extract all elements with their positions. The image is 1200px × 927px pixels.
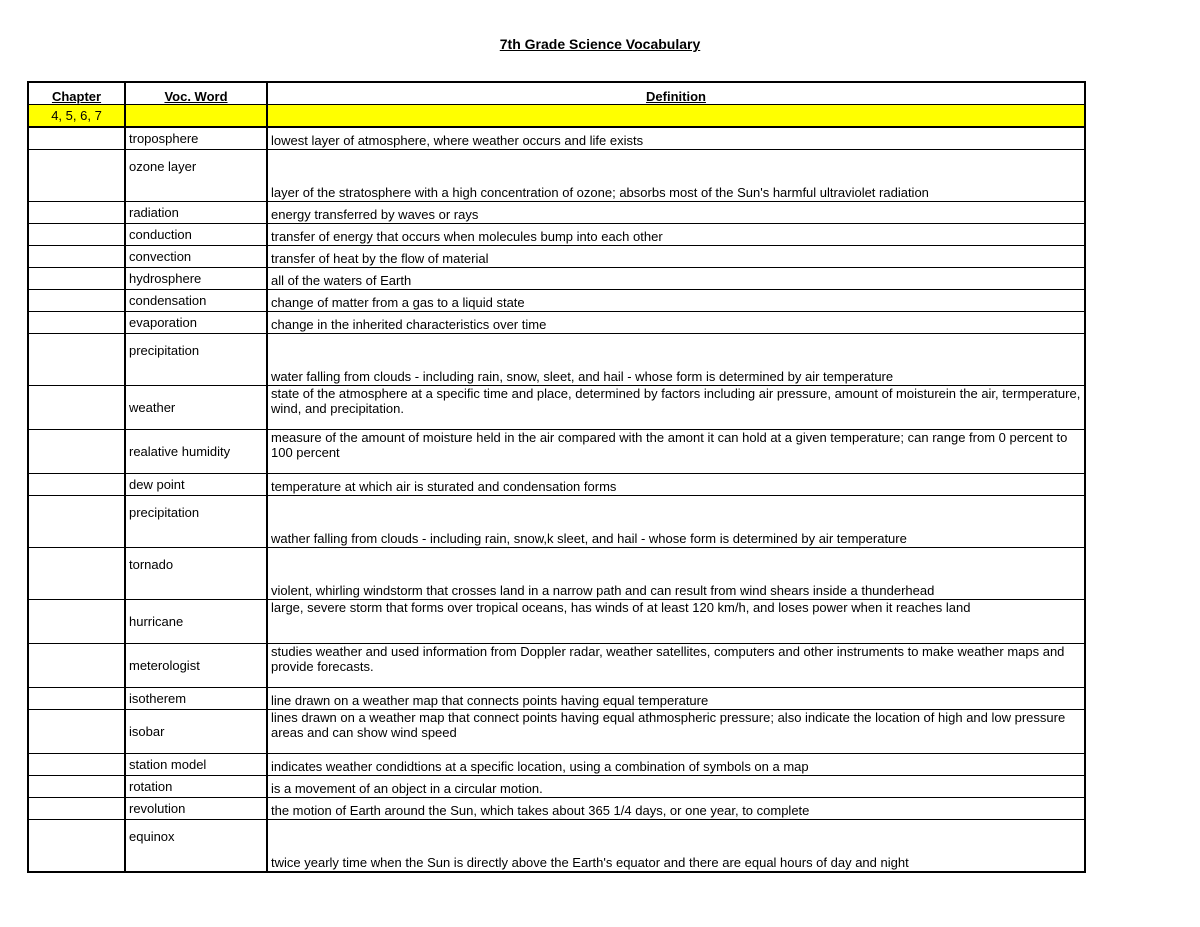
chapter-cell [28, 430, 125, 474]
definition-cell: change in the inherited characteristics over time [267, 312, 1085, 334]
definition-cell: energy transferred by waves or rays [267, 202, 1085, 224]
word-cell: convection [125, 246, 267, 268]
empty-cell [125, 105, 267, 128]
header-word: Voc. Word [125, 82, 267, 105]
table-row [28, 754, 1085, 776]
table-row [28, 150, 1085, 202]
table-row [28, 548, 1085, 600]
word-cell: isobar [125, 710, 267, 754]
table-row [28, 224, 1085, 246]
definition-cell: measure of the amount of moisture held in the air compared with the amont it can hold at a given temperature; can range from 0 percent to 100 percent [267, 430, 1085, 474]
word-cell: evaporation [125, 312, 267, 334]
word-cell: hydrosphere [125, 268, 267, 290]
table-row [28, 776, 1085, 798]
table-row [28, 246, 1085, 268]
word-cell: meterologist [125, 644, 267, 688]
word-cell: equinox [125, 820, 267, 873]
definition-cell: indicates weather condidtions at a specific location, using a combination of symbols on a map [267, 754, 1085, 776]
table-row [28, 474, 1085, 496]
table-row [28, 430, 1085, 474]
definition-cell: water falling from clouds - including rain, snow, sleet, and hail - whose form is determined by air temperature [267, 334, 1085, 386]
chapter-cell [28, 312, 125, 334]
word-cell: station model [125, 754, 267, 776]
table-row [28, 600, 1085, 644]
chapter-cell [28, 754, 125, 776]
chapter-row [28, 105, 1085, 128]
table-row [28, 496, 1085, 548]
chapter-cell [28, 334, 125, 386]
definition-cell: large, severe storm that forms over tropical oceans, has winds of at least 120 km/h, and loses power when it reaches land [267, 600, 1085, 644]
chapter-cell [28, 127, 125, 150]
word-cell: conduction [125, 224, 267, 246]
table-row [28, 798, 1085, 820]
table-row [28, 127, 1085, 150]
chapter-cell [28, 644, 125, 688]
chapter-cell [28, 246, 125, 268]
chapter-cell [28, 496, 125, 548]
word-cell: rotation [125, 776, 267, 798]
definition-cell: line drawn on a weather map that connects points having equal temperature [267, 688, 1085, 710]
table-row [28, 268, 1085, 290]
chapter-cell [28, 776, 125, 798]
chapter-cell [28, 548, 125, 600]
table-row [28, 644, 1085, 688]
definition-cell: wather falling from clouds - including rain, snow,k sleet, and hail - whose form is determined by air temperature [267, 496, 1085, 548]
header-definition: Definition [267, 82, 1085, 105]
empty-cell [267, 105, 1085, 128]
definition-cell: transfer of energy that occurs when molecules bump into each other [267, 224, 1085, 246]
chapter-cell [28, 202, 125, 224]
chapter-cell [28, 268, 125, 290]
word-cell: ozone layer [125, 150, 267, 202]
table-row [28, 386, 1085, 430]
word-cell: precipitation [125, 496, 267, 548]
chapter-cell: 4, 5, 6, 7 [28, 105, 125, 128]
definition-cell: violent, whirling windstorm that crosses land in a narrow path and can result from wind shears inside a thunderhead [267, 548, 1085, 600]
chapter-cell [28, 688, 125, 710]
definition-cell: change of matter from a gas to a liquid state [267, 290, 1085, 312]
word-cell: condensation [125, 290, 267, 312]
table-row [28, 202, 1085, 224]
word-cell: precipitation [125, 334, 267, 386]
definition-cell: state of the atmosphere at a specific time and place, determined by factors including air pressure, amount of moisturein the air, termperature, wind, and precipitation. [267, 386, 1085, 430]
table-header-row [28, 82, 1085, 105]
definition-cell: transfer of heat by the flow of material [267, 246, 1085, 268]
chapter-cell [28, 710, 125, 754]
word-cell: hurricane [125, 600, 267, 644]
word-cell: tornado [125, 548, 267, 600]
table-row [28, 290, 1085, 312]
table-row [28, 688, 1085, 710]
definition-cell: is a movement of an object in a circular motion. [267, 776, 1085, 798]
definition-cell: the motion of Earth around the Sun, which takes about 365 1/4 days, or one year, to complete [267, 798, 1085, 820]
word-cell: isotherem [125, 688, 267, 710]
chapter-cell [28, 386, 125, 430]
chapter-cell [28, 150, 125, 202]
definition-cell: all of the waters of Earth [267, 268, 1085, 290]
chapter-cell [28, 820, 125, 873]
definition-cell: layer of the stratosphere with a high concentration of ozone; absorbs most of the Sun's harmful ultraviolet radiation [267, 150, 1085, 202]
word-cell: realative humidity [125, 430, 267, 474]
table-row [28, 334, 1085, 386]
word-cell: weather [125, 386, 267, 430]
table-row [28, 710, 1085, 754]
chapter-cell [28, 600, 125, 644]
header-chapter: Chapter [28, 82, 125, 105]
definition-cell: twice yearly time when the Sun is directly above the Earth's equator and there are equal hours of day and night [267, 820, 1085, 873]
definition-cell: studies weather and used information from Doppler radar, weather satellites, computers and other instruments to make weather maps and provide forecasts. [267, 644, 1085, 688]
word-cell: dew point [125, 474, 267, 496]
vocabulary-table [27, 81, 1086, 873]
chapter-cell [28, 474, 125, 496]
word-cell: radiation [125, 202, 267, 224]
word-cell: troposphere [125, 127, 267, 150]
table-row [28, 312, 1085, 334]
word-cell: revolution [125, 798, 267, 820]
chapter-cell [28, 290, 125, 312]
chapter-cell [28, 224, 125, 246]
definition-cell: lowest layer of atmosphere, where weather occurs and life exists [267, 127, 1085, 150]
definition-cell: temperature at which air is sturated and condensation forms [267, 474, 1085, 496]
chapter-cell [28, 798, 125, 820]
definition-cell: lines drawn on a weather map that connect points having equal athmospheric pressure; also indicate the location of high and low pressure areas and can show wind speed [267, 710, 1085, 754]
page-title: 7th Grade Science Vocabulary [499, 36, 701, 52]
table-row [28, 820, 1085, 873]
